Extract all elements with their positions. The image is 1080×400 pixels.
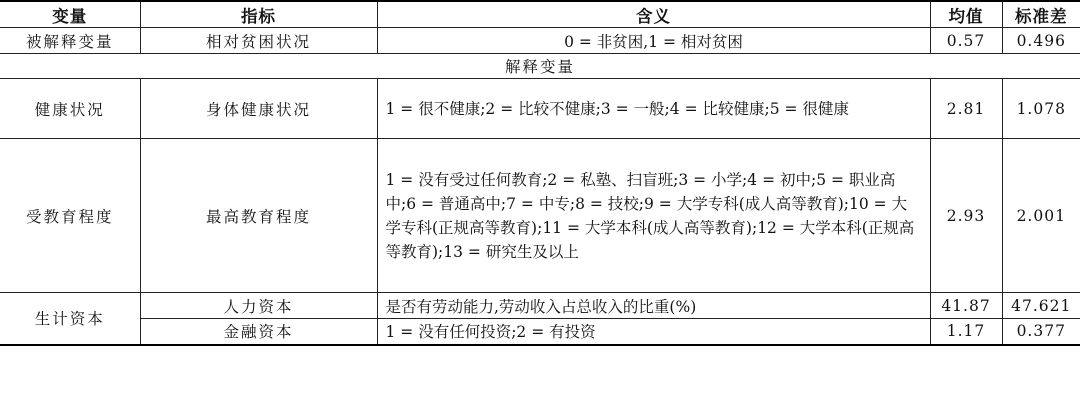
cell-std: 0.496 — [1002, 28, 1080, 54]
header-mean: 均值 — [930, 1, 1002, 28]
cell-indicator: 相对贫困状况 — [140, 28, 377, 54]
cell-mean: 0.57 — [930, 28, 1002, 54]
cell-meaning: 1 = 没有任何投资;2 = 有投资 — [377, 319, 930, 345]
section-label: 解释变量 — [0, 54, 1080, 79]
cell-variable: 生计资本 — [0, 293, 140, 345]
cell-indicator: 金融资本 — [140, 319, 377, 345]
header-meaning: 含义 — [377, 1, 930, 28]
cell-meaning: 是否有劳动能力,劳动收入占总收入的比重(%) — [377, 293, 930, 319]
cell-variable: 受教育程度 — [0, 139, 140, 293]
header-row — [0, 1, 1080, 28]
table-row — [0, 79, 1080, 139]
cell-indicator: 身体健康状况 — [140, 79, 377, 139]
cell-variable: 被解释变量 — [0, 28, 140, 54]
header-indicator: 指标 — [140, 1, 377, 28]
cell-std: 47.621 — [1002, 293, 1080, 319]
cell-std: 2.001 — [1002, 139, 1080, 293]
cell-mean: 2.93 — [930, 139, 1002, 293]
cell-meaning: 0 = 非贫困,1 = 相对贫困 — [377, 28, 930, 54]
cell-std: 0.377 — [1002, 319, 1080, 345]
cell-meaning: 1 = 没有受过任何教育;2 = 私塾、扫盲班;3 = 小学;4 = 初中;5 = 职业高中;6 = 普通高中;7 = 中专;8 = 技校;9 = 大学专科(成人高等教育);10 = 大学专科(正规高等教育);11 = 大学本科(成人高等教育);12 = 大学本科(正规高等教育);13 = 研究生及以上 — [377, 139, 930, 293]
cell-indicator: 最高教育程度 — [140, 139, 377, 293]
cell-std: 1.078 — [1002, 79, 1080, 139]
table-row — [0, 293, 1080, 319]
header-std: 标准差 — [1002, 1, 1080, 28]
table-row — [0, 28, 1080, 54]
cell-mean: 41.87 — [930, 293, 1002, 319]
table-row — [0, 319, 1080, 345]
section-row — [0, 54, 1080, 79]
table-row — [0, 139, 1080, 293]
cell-mean: 1.17 — [930, 319, 1002, 345]
cell-meaning: 1 = 很不健康;2 = 比较不健康;3 = 一般;4 = 比较健康;5 = 很健康 — [377, 79, 930, 139]
cell-variable: 健康状况 — [0, 79, 140, 139]
header-variable: 变量 — [0, 1, 140, 28]
cell-indicator: 人力资本 — [140, 293, 377, 319]
cell-mean: 2.81 — [930, 79, 1002, 139]
